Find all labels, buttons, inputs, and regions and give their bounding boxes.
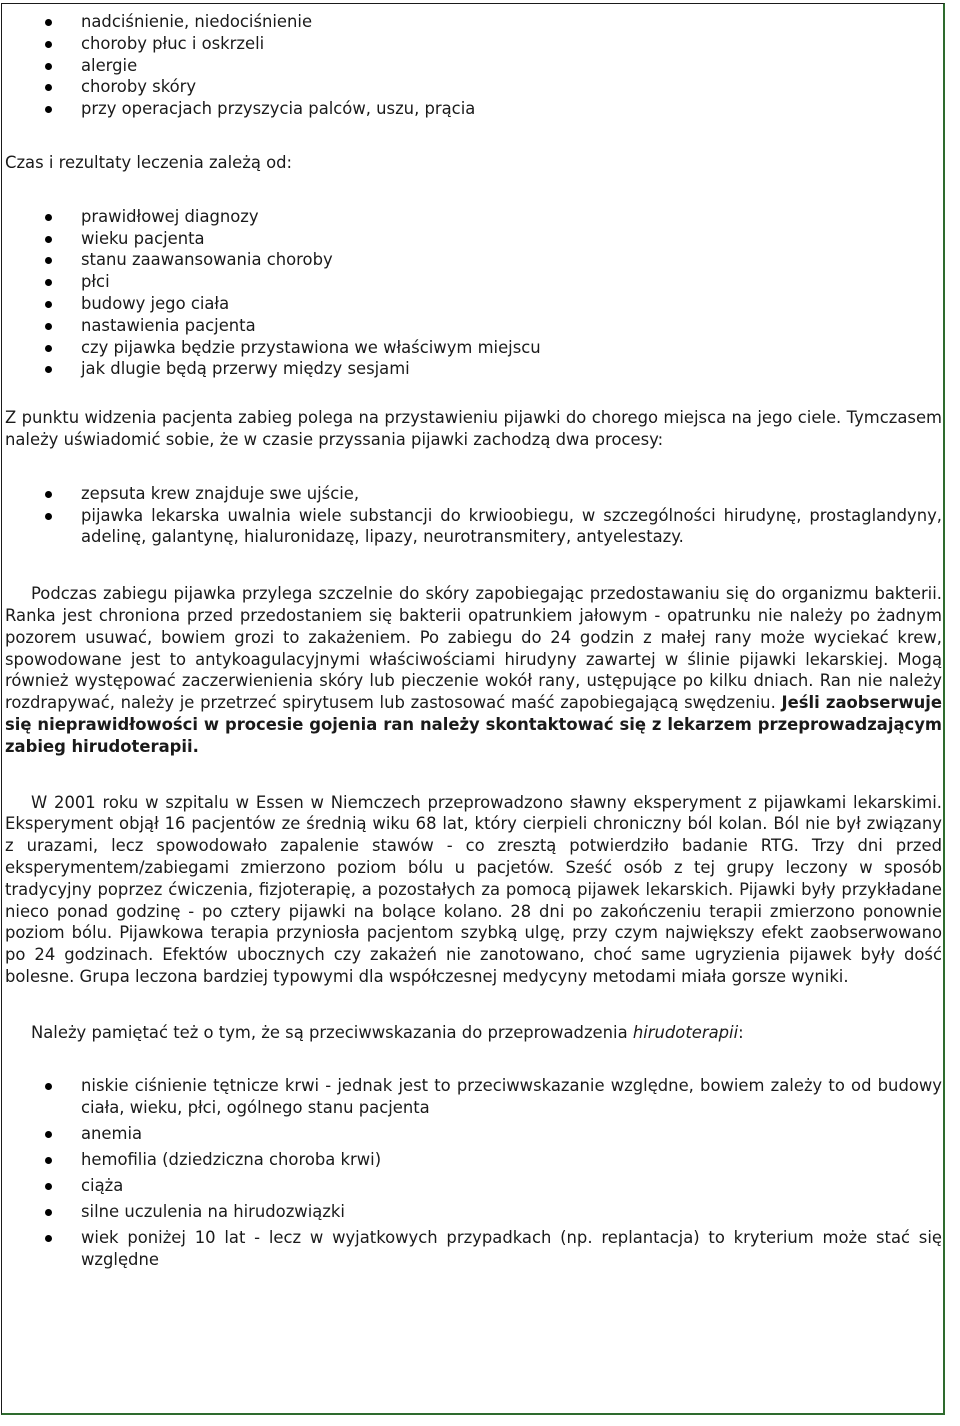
factors-list [5, 206, 942, 380]
list-item: hemofilia (dziedziczna choroba krwi) [5, 1149, 942, 1171]
aftercare-text: Podczas zabiegu pijawka przylega szczelnie do skóry zapobiegając przedostawaniu się do organizmu bakterii. Ranka jest chroniona przed przedostaniem się bakterii opatrunkiem jałowym - opatrunku nie należy po żadnym pozorem usuwać, bowiem grozi to zakażeniem. Po zabiegu do 24 godzin z małej rany może wyciekać krew, spowodowane jest to antykoagulacyjnymi właściwościami hirudyny zawartej w ślinie pijawki lekarskiej. Mogą również występować zaczerwienienia skóry lub pieczenie wokół rany, ustępujące po kilku dniach. Ran nie należy rozdrapywać, należy je przetrzeć spirytusem lub zastosować maść zapobiegającą swędzeniu. [5, 584, 942, 713]
list-item: niskie ciśnienie tętnicze krwi - jednak jest to przeciwwskazanie względne, bowiem zależy to od budowy ciała, wieku, płci, ogólnego stanu pacjenta [5, 1075, 942, 1119]
list-item: czy pijawka będzie przystawiona we właściwym miejscu [5, 337, 942, 359]
list-item: budowy jego ciała [5, 293, 942, 315]
intro-italic-term: hirudoterapii [632, 1022, 739, 1042]
intro-colon: : [738, 1022, 744, 1042]
list-item: nadciśnienie, niedociśnienie [5, 11, 942, 33]
list-item: zepsuta krew znajduje swe ujście, [5, 483, 942, 505]
list-item: choroby płuc i oskrzeli [5, 33, 942, 55]
experiment-paragraph: W 2001 roku w szpitalu w Essen w Niemczech przeprowadzono sławny eksperyment z pijawkami lekarskimi. Eksperyment objął 16 pacjentów ze średnią wiku 68 lat, który cierpieli chroniczny ból kolan. Ból nie był związany z urazami, lecz spowodowało zapalenie stawów - co zresztą potwierdziło badanie RTG. Trzy dni przed eksperymentem/zabiegami zmierzono poziom bólu u pacjetów. Sześć osób z tej grupy leczony w sposób tradycyjny poprzez ćwiczenia, fizjoterapię, a pozostałych za pomocą pijawek lekarskich. Pijawki były przykładane nieco ponad godzinę - po cztery pijawki na bolące kolano. 28 dni po zakończeniu terapii zmierzono ponownie poziom bólu. Pijawkowa terapia przyniosła pacjentom szybką ulgę, przy czym największy efekt zaobserwowano po 24 godzinach. Efektów ubocznych czy zakażeń nie zanotowano, choć same ugryzienia pijawek były dość bolesne. Grupa leczona bardziej typowymi dla współczesnej medycyny metodami miała gorsze wyniki. [5, 792, 942, 986]
list-item: jak dlugie będą przerwy między sesjami [5, 358, 942, 380]
list-item: alergie [5, 55, 942, 77]
aftercare-paragraph [5, 583, 942, 757]
list-item: stanu zaawansowania choroby [5, 249, 942, 271]
intro-text: Należy pamiętać też o tym, że są przeciwwskazania do przeprowadzenia [31, 1022, 633, 1042]
page-frame [1, 3, 945, 1415]
list-item: ciąża [5, 1175, 942, 1197]
list-item: anemia [5, 1123, 942, 1145]
list-item: silne uczulenia na hirudozwiązki [5, 1201, 942, 1223]
conditions-list [5, 11, 942, 120]
factors-intro: Czas i rezultaty leczenia zależą od: [5, 152, 293, 172]
list-item: przy operacjach przyszycia palców, uszu, prącia [5, 98, 942, 120]
processes-list [5, 483, 942, 548]
aftercare-warning: Jeśli zaobserwuje się nieprawidłowości w procesie gojenia ran należy skontaktować się z lekarzem przeprowadzającym zabieg hirudoterapii. [5, 693, 942, 756]
list-item: wieku pacjenta [5, 228, 942, 250]
list-item: prawidłowej diagnozy [5, 206, 942, 228]
procedure-paragraph: Z punktu widzenia pacjenta zabieg polega na przystawieniu pijawki do chorego miejsca na jego ciele. Tymczasem należy uświadomić sobie, że w czasie przyssania pijawki zachodzą dwa procesy: [5, 408, 942, 449]
list-item: płci [5, 271, 942, 293]
contraindications-intro [5, 1022, 942, 1044]
contraindications-list [5, 1075, 942, 1270]
list-item: wiek poniżej 10 lat - lecz w wyjatkowych przypadkach (np. replantacja) to kryterium może stać się względne [5, 1227, 942, 1271]
list-item: nastawienia pacjenta [5, 315, 942, 337]
list-item: pijawka lekarska uwalnia wiele substancji do krwioobiegu, w szczególności hirudynę, prostaglandyny, adelinę, galantynę, hialuronidazę, lipazy, neurotransmitery, antyelestazy. [5, 505, 942, 549]
document-body [5, 11, 942, 1271]
list-item: choroby skóry [5, 76, 942, 98]
